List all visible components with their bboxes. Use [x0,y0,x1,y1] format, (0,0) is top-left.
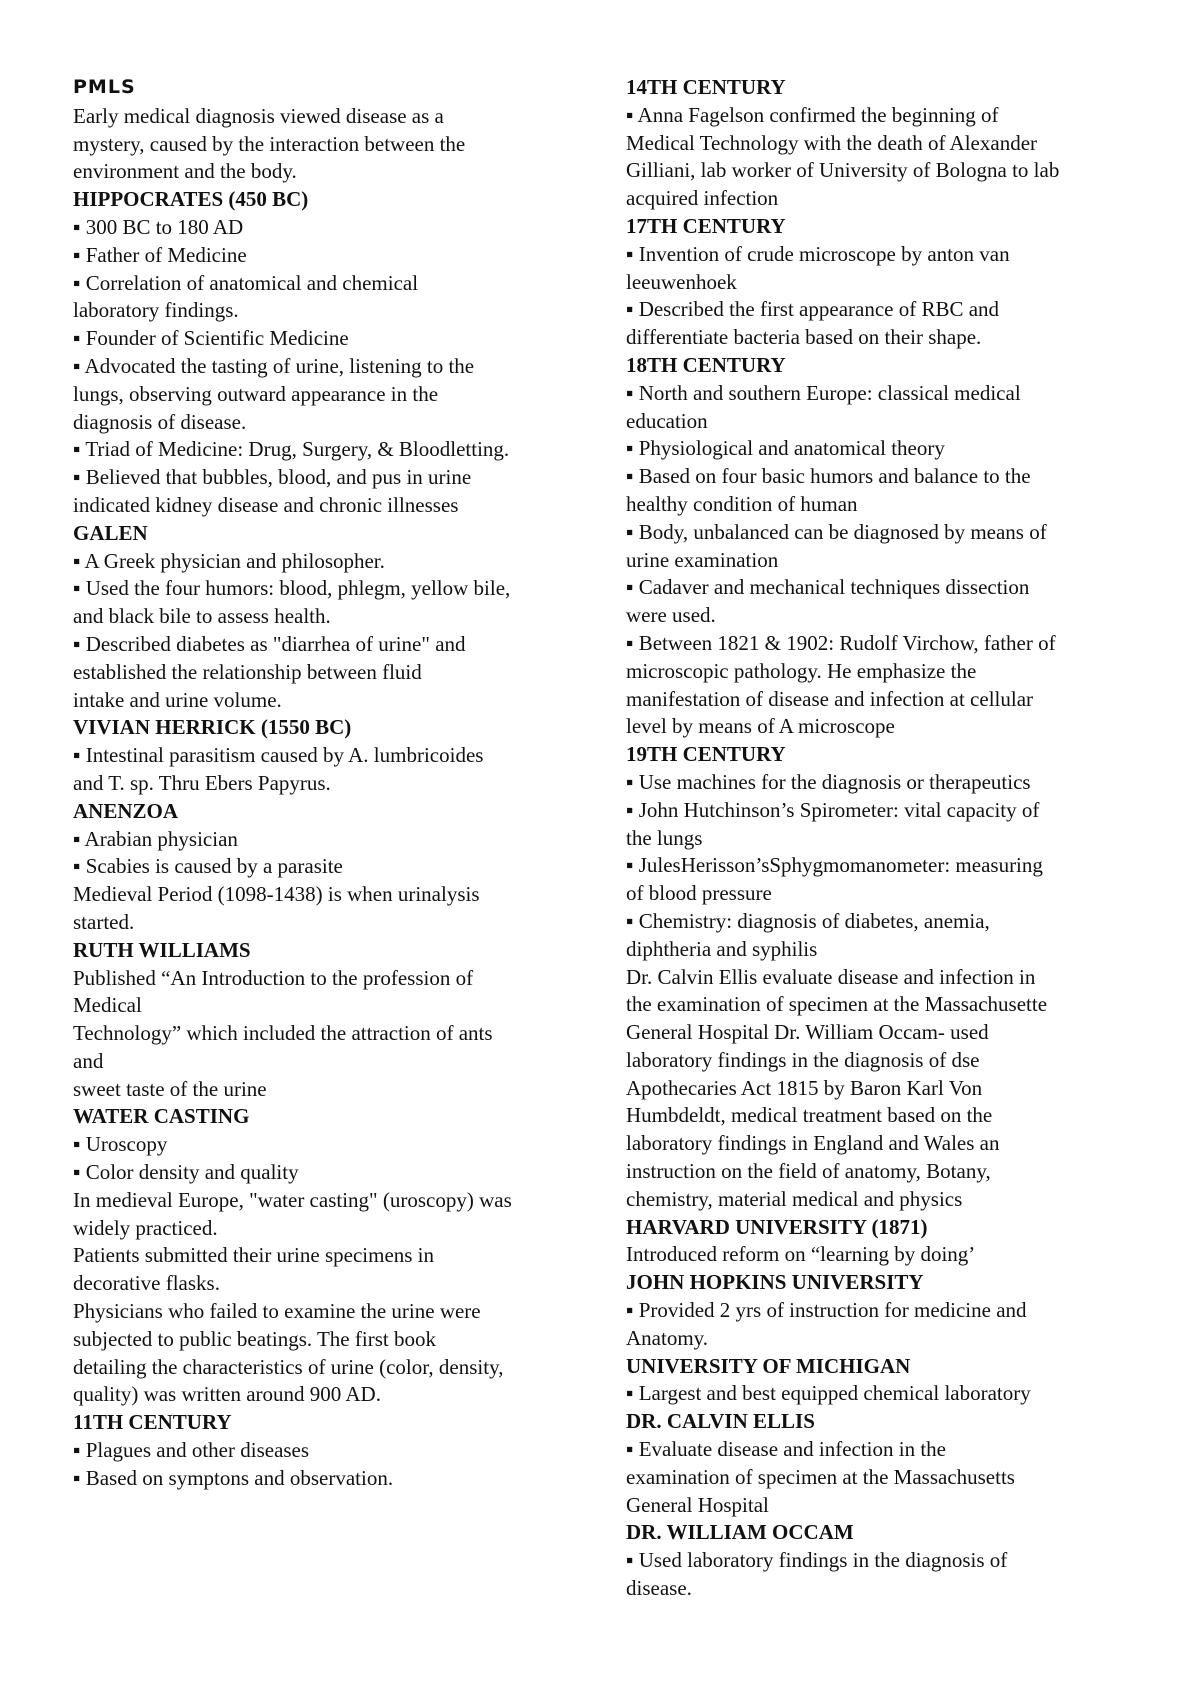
text-line: ▪ A Greek physician and philosopher. [73,548,385,573]
text-line: ▪ Used laboratory findings in the diagnosis of [626,1548,1008,1573]
text-line: ▪ Correlation of anatomical and chemical [73,270,419,295]
text-line: quality) was written around 900 AD. [73,1382,381,1407]
text-line: ▪ Father of Medicine [73,242,247,267]
text-line: Gilliani, lab worker of University of Bologna to lab [626,158,1060,183]
section-heading: UNIVERSITY OF MICHIGAN [626,1353,911,1378]
text-line: ▪ Body, unbalanced can be diagnosed by means of [626,519,1047,544]
text-line: sweet taste of the urine [73,1076,267,1101]
text-line: ▪ Physiological and anatomical theory [626,436,945,461]
text-line: In medieval Europe, "water casting" (uroscopy) was [73,1187,512,1212]
text-line: ▪ John Hutchinson’s Spirometer: vital capacity of [626,797,1040,822]
text-line: subjected to public beatings. The first book [73,1326,436,1351]
text-line: instruction on the field of anatomy, Botany, [626,1159,991,1184]
text-line: Anatomy. [626,1325,709,1350]
section-heading: DR. CALVIN ELLIS [626,1409,815,1434]
text-line: ▪ Believed that bubbles, blood, and pus in urine [73,465,472,490]
text-line: ▪ Cadaver and mechanical techniques dissection [626,575,1030,600]
text-line: Medieval Period (1098-1438) is when urinalysis [73,882,480,907]
text-line: ▪ Anna Fagelson confirmed the beginning of [626,102,999,127]
text-line: Patients submitted their urine specimens in [73,1243,435,1268]
text-line: Early medical diagnosis viewed disease as a [73,103,444,128]
text-line: ▪ Color density and quality [73,1160,299,1185]
section-heading: DR. WILLIAM OCCAM [626,1520,854,1545]
text-line: ▪ Used the four humors: blood, phlegm, yellow bile, [73,576,511,601]
text-line: ▪ Scabies is caused by a parasite [73,854,343,879]
text-line: diagnosis of disease. [73,409,247,434]
text-line: leeuwenhoek [626,269,737,294]
text-line: the examination of specimen at the Massachusette [626,992,1048,1017]
text-line: examination of specimen at the Massachusetts [626,1464,1015,1489]
text-line: microscopic pathology. He emphasize the [626,658,977,683]
text-line: mystery, caused by the interaction between the [73,131,466,156]
text-line: ▪ Evaluate disease and infection in the [626,1437,946,1462]
text-line: acquired infection [626,186,779,211]
text-line: were used. [626,603,716,628]
text-line: ▪ Between 1821 & 1902: Rudolf Virchow, father of [626,630,1056,655]
text-line: General Hospital Dr. William Occam- used [626,1020,989,1045]
text-line: ▪ Use machines for the diagnosis or therapeutics [626,769,1031,794]
section-heading: GALEN [73,520,148,545]
section-heading: 14TH CENTURY [626,75,786,99]
text-line: manifestation of disease and infection at cellular [626,686,1034,711]
section-heading: RUTH WILLIAMS [73,937,251,962]
text-line: of blood pressure [626,881,772,906]
section-heading: 11TH CENTURY [73,1410,232,1435]
text-line: Humbdeldt, medical treatment based on the [626,1103,993,1128]
section-heading: JOHN HOPKINS UNIVERSITY [626,1270,924,1295]
text-line: ▪ Plagues and other diseases [73,1438,310,1463]
section-heading: VIVIAN HERRICK (1550 BC) [73,715,352,740]
text-line: ▪ Arabian physician [73,826,238,851]
right-column [626,74,1126,1603]
text-line: disease. [626,1576,692,1601]
text-line: ▪ 300 BC to 180 AD [73,214,244,239]
text-line: ▪ Described the first appearance of RBC and [626,297,1000,322]
section-heading: HARVARD UNIVERSITY (1871) [626,1214,928,1239]
text-line: ▪ Uroscopy [73,1132,168,1157]
text-line: ▪ Described diabetes as "diarrhea of urine" and [73,631,466,656]
text-line: differentiate bacteria based on their shape. [626,325,982,350]
text-line: Medical Technology with the death of Alexander [626,130,1038,155]
section-heading: HIPPOCRATES (450 BC) [73,187,309,212]
text-line: ▪ Triad of Medicine: Drug, Surgery, & Bloodletting. [73,437,510,462]
section-heading: 18TH CENTURY [626,352,786,377]
text-line: level by means of A microscope [626,714,895,739]
text-line: lungs, observing outward appearance in the [73,381,439,406]
text-line: the lungs [626,825,703,850]
text-line: established the relationship between fluid [73,659,422,684]
text-line: ▪ Largest and best equipped chemical laboratory [626,1381,1031,1406]
text-line: laboratory findings in the diagnosis of dse [626,1047,980,1072]
left-column [73,74,593,1493]
text-line: started. [73,909,135,934]
section-heading: ANENZOA [73,798,179,823]
text-line: healthy condition of human [626,491,858,516]
text-line: ▪ Chemistry: diagnosis of diabetes, anemia, [626,908,990,933]
text-line: ▪ Based on four basic humors and balance to the [626,464,1031,489]
section-heading: WATER CASTING [73,1104,250,1129]
text-line: Introduced reform on “learning by doing’ [626,1242,976,1267]
text-line: Technology” which included the attraction of ants [73,1021,493,1046]
text-line: Published “An Introduction to the profession of [73,965,474,990]
text-line: urine examination [626,547,779,572]
text-line: ▪ Advocated the tasting of urine, listening to the [73,353,475,378]
section-heading: 19TH CENTURY [626,742,786,767]
text-line: widely practiced. [73,1215,218,1240]
text-line: and T. sp. Thru Ebers Papyrus. [73,770,331,795]
text-line: decorative flasks. [73,1271,220,1296]
text-line: detailing the characteristics of urine (color, density, [73,1354,504,1379]
text-line: diphtheria and syphilis [626,936,818,961]
text-line: ▪ North and southern Europe: classical medical [626,380,1021,405]
text-line: ▪ Based on symptons and observation. [73,1465,394,1490]
text-line: General Hospital [626,1492,769,1517]
text-line: laboratory findings. [73,298,239,323]
text-line: chemistry, material medical and physics [626,1186,963,1211]
text-line: ▪ Intestinal parasitism caused by A. lumbricoides [73,743,484,768]
text-line: Dr. Calvin Ellis evaluate disease and infection in [626,964,1036,989]
text-line: ▪ Provided 2 yrs of instruction for medicine and [626,1298,1027,1323]
text-line: Medical [73,993,142,1018]
text-line: intake and urine volume. [73,687,282,712]
text-line: ▪ Invention of crude microscope by anton van [626,241,1010,266]
text-line: education [626,408,708,433]
text-line: laboratory findings in England and Wales an [626,1131,1000,1156]
text-line: ▪ JulesHerisson’sSphygmomanometer: measuring [626,853,1043,878]
text-line: and [73,1048,104,1073]
page-title: PMLS [73,76,136,98]
section-heading: 17TH CENTURY [626,213,786,238]
text-line: Physicians who failed to examine the urine were [73,1299,481,1324]
text-line: indicated kidney disease and chronic illnesses [73,492,459,517]
text-line: and black bile to assess health. [73,604,331,629]
text-line: ▪ Founder of Scientific Medicine [73,326,349,351]
text-line: environment and the body. [73,159,297,184]
text-line: Apothecaries Act 1815 by Baron Karl Von [626,1075,983,1100]
